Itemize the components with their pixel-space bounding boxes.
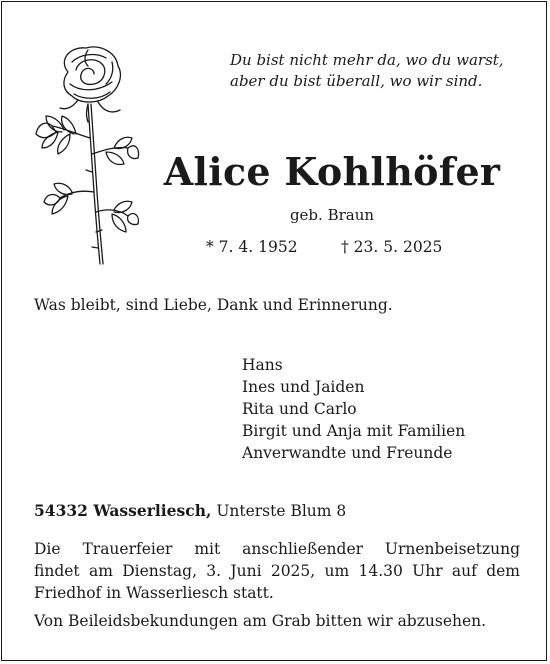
death-date: † 23. 5. 2025 bbox=[341, 238, 443, 256]
mourner-item: Birgit und Anja mit Familien bbox=[242, 422, 466, 440]
memorial-quote bbox=[230, 50, 530, 92]
family-address bbox=[34, 500, 346, 522]
mourner-item: Rita und Carlo bbox=[242, 400, 357, 418]
maiden-name: geb. Braun bbox=[289, 206, 375, 224]
quote-line-2: aber du bist überall, wo wir sind. bbox=[230, 72, 483, 90]
funeral-line-2: findet am Dienstag, 3. Juni 2025, um 14.30 Uhr auf dem bbox=[34, 562, 520, 580]
mourner-item: Anverwandte und Freunde bbox=[242, 444, 453, 462]
mourners-list bbox=[242, 354, 465, 464]
funeral-line-1: Die Trauerfeier mit anschließender Urnenbeisetzung bbox=[34, 540, 520, 558]
deceased-name: Alice Kohlhöfer bbox=[163, 149, 501, 194]
rose-icon bbox=[28, 42, 143, 267]
funeral-details bbox=[34, 538, 520, 604]
address-street: Unterste Blum 8 bbox=[216, 502, 347, 520]
condolence-note: Von Beileidsbekundungen am Grab bitten wir abzusehen. bbox=[34, 612, 487, 630]
funeral-line-3: Friedhof in Wasserliesch statt. bbox=[34, 584, 274, 602]
quote-line-1: Du bist nicht mehr da, wo du warst, bbox=[230, 51, 504, 69]
motto-text: Was bleibt, sind Liebe, Dank und Erinnerung. bbox=[34, 296, 393, 314]
address-place: 54332 Wasserliesch, bbox=[34, 501, 212, 520]
obituary-notice bbox=[1, 1, 547, 661]
birth-date: * 7. 4. 1952 bbox=[206, 238, 298, 256]
mourner-item: Hans bbox=[242, 356, 283, 374]
mourner-item: Ines und Jaiden bbox=[242, 378, 365, 396]
